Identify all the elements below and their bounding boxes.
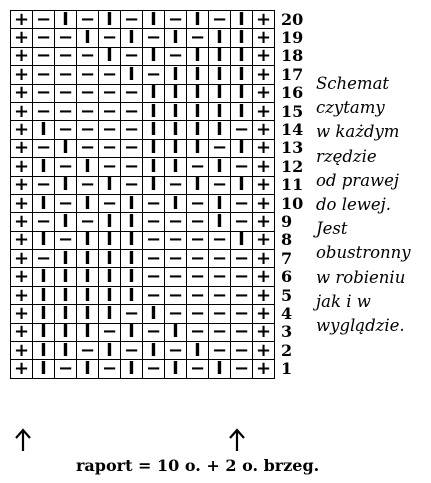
chart-row [11,47,316,65]
chart-row [11,231,316,249]
stitch-cell: I [77,360,99,378]
stitch-cell: + [253,84,275,102]
stitch-cell: − [121,84,143,102]
note-line: czytamy [316,98,385,118]
stitch-cell: + [11,121,33,139]
stitch-cell: I [187,84,209,102]
chart-row [11,323,316,341]
stitch-cell: + [11,342,33,360]
stitch-cell: I [187,121,209,139]
stitch-cell: I [55,11,77,29]
stitch-cell: I [55,213,77,231]
stitch-cell: − [231,305,253,323]
stitch-cell: − [55,194,77,212]
stitch-cell: − [143,250,165,268]
stitch-cell: I [187,139,209,157]
stitch-cell: I [33,286,55,304]
stitch-cell: + [11,176,33,194]
stitch-cell: I [55,176,77,194]
stitch-cell: − [77,342,99,360]
stitch-cell: − [187,305,209,323]
stitch-cell: + [253,250,275,268]
row-number: 7 [281,248,293,268]
stitch-cell: − [165,176,187,194]
stitch-cell: + [253,47,275,65]
stitch-cell: − [99,66,121,84]
stitch-cell: − [55,47,77,65]
stitch-cell: I [187,342,209,360]
stitch-cell: I [143,158,165,176]
stitch-cell: − [165,268,187,286]
stitch-cell: I [99,47,121,65]
stitch-cell: I [209,194,231,212]
stitch-cell: − [55,66,77,84]
stitch-cell: I [165,102,187,120]
chart-reading-note [316,72,428,338]
stitch-cell: I [231,231,253,249]
stitch-cell: − [99,323,121,341]
stitch-cell: I [143,102,165,120]
stitch-cell: − [33,250,55,268]
stitch-cell: I [77,158,99,176]
stitch-cell: + [11,11,33,29]
stitch-cell: + [253,11,275,29]
stitch-cell: − [55,121,77,139]
stitch-cell: − [99,102,121,120]
stitch-cell: − [231,360,253,378]
stitch-cell: + [253,342,275,360]
row-number: 9 [281,211,293,231]
stitch-cell: − [121,121,143,139]
row-number: 17 [281,64,304,84]
stitch-cell: I [121,66,143,84]
row-number: 13 [281,138,304,158]
stitch-cell: I [121,268,143,286]
stitch-cell: I [143,342,165,360]
stitch-cell: + [253,194,275,212]
stitch-cell: I [187,47,209,65]
stitch-cell: − [231,213,253,231]
stitch-cell: − [231,268,253,286]
stitch-cell: − [33,84,55,102]
stitch-cell: − [209,342,231,360]
stitch-cell: I [187,66,209,84]
stitch-cell: − [55,231,77,249]
stitch-cell: − [231,158,253,176]
stitch-cell: − [143,66,165,84]
stitch-cell: − [121,47,143,65]
stitch-cell: − [99,158,121,176]
stitch-cell: + [253,102,275,120]
stitch-cell: − [99,84,121,102]
row-number: 19 [281,28,304,48]
stitch-cell: − [187,158,209,176]
stitch-cell: − [33,139,55,157]
row-number: 16 [281,83,304,103]
row-number: 11 [281,175,304,195]
chart-row [11,176,316,194]
stitch-cell: − [143,268,165,286]
stitch-cell: + [11,194,33,212]
stitch-cell: − [77,176,99,194]
stitch-cell: − [55,158,77,176]
stitch-cell: − [121,11,143,29]
stitch-cell: − [55,102,77,120]
stitch-cell: + [11,213,33,231]
stitch-cell: − [77,11,99,29]
stitch-cell: − [55,84,77,102]
stitch-cell: − [187,286,209,304]
stitch-cell: I [99,11,121,29]
stitch-cell: I [231,139,253,157]
stitch-cell: I [187,11,209,29]
stitch-cell: − [33,213,55,231]
chart-row [11,139,316,157]
stitch-cell: I [55,139,77,157]
stitch-cell: − [33,66,55,84]
chart-row [11,286,316,304]
stitch-cell: + [253,268,275,286]
row-number: 6 [281,267,293,287]
stitch-cell: I [99,305,121,323]
stitch-cell: − [121,342,143,360]
stitch-cell: I [209,360,231,378]
stitch-cell: − [143,231,165,249]
stitch-cell: I [231,29,253,47]
stitch-cell: − [77,84,99,102]
stitch-cell: + [11,158,33,176]
note-line: jak i w [316,291,371,311]
stitch-cell: − [187,194,209,212]
stitch-cell: I [231,11,253,29]
stitch-cell: + [11,66,33,84]
stitch-cell: − [143,360,165,378]
stitch-cell: I [77,323,99,341]
stitch-cell: I [77,268,99,286]
stitch-cell: I [143,11,165,29]
stitch-cell: I [165,323,187,341]
stitch-cell: I [99,231,121,249]
stitch-cell: I [121,29,143,47]
row-number: 4 [281,303,293,323]
stitch-cell: − [99,139,121,157]
stitch-cell: + [253,158,275,176]
stitch-cell: I [143,84,165,102]
stitch-cell: − [33,47,55,65]
stitch-cell: − [209,176,231,194]
chart-row [11,360,316,378]
stitch-cell: − [55,360,77,378]
stitch-cell: − [99,194,121,212]
stitch-cell: I [77,286,99,304]
stitch-cell: + [253,29,275,47]
row-number: 15 [281,101,304,121]
row-number: 10 [281,193,304,213]
stitch-cell: − [231,121,253,139]
row-number: 2 [281,340,293,360]
stitch-cell: − [99,121,121,139]
stitch-cell: I [77,29,99,47]
stitch-cell: − [209,139,231,157]
stitch-cell: I [99,286,121,304]
stitch-cell: + [253,139,275,157]
note-line: w robieniu [316,267,406,287]
stitch-cell: − [143,29,165,47]
repeat-start-arrow-icon [13,428,33,452]
stitch-cell: I [121,286,143,304]
stitch-cell: I [121,231,143,249]
stitch-cell: − [77,139,99,157]
stitch-cell: − [209,268,231,286]
stitch-cell: − [99,29,121,47]
stitch-cell: − [143,323,165,341]
stitch-cell: − [209,305,231,323]
stitch-cell: I [55,286,77,304]
stitch-cell: I [33,305,55,323]
stitch-cell: − [231,194,253,212]
stitch-cell: − [209,286,231,304]
stitch-cell: − [143,286,165,304]
stitch-cell: I [55,268,77,286]
stitch-cell: I [143,47,165,65]
stitch-cell: − [209,323,231,341]
stitch-cell: − [121,102,143,120]
stitch-cell: I [143,139,165,157]
row-number: 3 [281,322,293,342]
stitch-cell: I [33,121,55,139]
stitch-cell: − [77,66,99,84]
stitch-cell: − [165,286,187,304]
stitch-cell: − [165,213,187,231]
note-line: Schemat [316,74,390,93]
stitch-cell: − [231,342,253,360]
stitch-cell: I [209,213,231,231]
stitch-cell: + [11,250,33,268]
stitch-cell: I [121,213,143,231]
stitch-cell: I [209,121,231,139]
stitch-cell: I [209,47,231,65]
stitch-cell: + [253,66,275,84]
stitch-cell: − [187,250,209,268]
stitch-cell: + [253,323,275,341]
stitch-cell: − [33,176,55,194]
stitch-cell: I [33,342,55,360]
stitch-cell: I [143,176,165,194]
note-line: do lewej. [316,195,392,215]
stitch-cell: − [165,250,187,268]
stitch-cell: − [231,323,253,341]
stitch-cell: I [165,29,187,47]
stitch-cell: − [187,29,209,47]
stitch-cell: I [77,231,99,249]
stitch-cell: I [209,102,231,120]
stitch-cell: − [121,305,143,323]
repeat-end-arrow-icon [227,428,247,452]
row-number: 5 [281,285,293,305]
stitch-cell: − [33,102,55,120]
stitch-cell: I [55,250,77,268]
stitch-cell: I [77,194,99,212]
stitch-cell: − [165,231,187,249]
chart-row [11,268,316,286]
stitch-cell: − [187,231,209,249]
stitch-cell: − [121,176,143,194]
stitch-cell: − [55,29,77,47]
stitch-cell: I [165,360,187,378]
stitch-cell: I [77,305,99,323]
stitch-cell: + [253,231,275,249]
stitch-cell: − [121,139,143,157]
note-line: od prawej [316,170,400,190]
stitch-cell: − [209,250,231,268]
stitch-cell: I [209,158,231,176]
stitch-cell: I [99,176,121,194]
stitch-cell: I [165,121,187,139]
stitch-cell: + [11,286,33,304]
stitch-cell: + [11,102,33,120]
stitch-cell: + [11,47,33,65]
stitch-cell: I [99,213,121,231]
stitch-cell: I [209,29,231,47]
stitch-cell: + [11,323,33,341]
stitch-cell: − [99,360,121,378]
stitch-cell: I [121,194,143,212]
stitch-cell: − [165,11,187,29]
stitch-cell: I [231,66,253,84]
stitch-cell: I [165,66,187,84]
stitch-cell: − [231,286,253,304]
stitch-cell: − [143,194,165,212]
stitch-cell: I [33,194,55,212]
stitch-cell: I [165,139,187,157]
stitch-cell: I [99,250,121,268]
stitch-cell: + [11,268,33,286]
row-number: 20 [281,9,304,29]
stitch-cell: + [11,29,33,47]
stitch-cell: I [33,231,55,249]
stitch-cell: + [11,360,33,378]
note-line: wyglądzie. [316,316,405,336]
stitch-cell: + [253,121,275,139]
stitch-cell: I [33,360,55,378]
stitch-cell: I [143,305,165,323]
stitch-cell: + [253,360,275,378]
stitch-cell: − [165,47,187,65]
stitch-cell: − [77,47,99,65]
stitch-cell: − [77,213,99,231]
stitch-cell: I [231,102,253,120]
stitch-cell: − [77,102,99,120]
stitch-cell: − [143,213,165,231]
note-line: rzędzie [316,146,377,166]
stitch-cell: − [165,305,187,323]
knitting-chart-grid [10,10,316,379]
stitch-cell: − [187,213,209,231]
stitch-cell: I [165,194,187,212]
stitch-cell: + [253,213,275,231]
stitch-cell: I [231,47,253,65]
stitch-cell: I [231,84,253,102]
stitch-cell: + [11,139,33,157]
stitch-cell: − [187,360,209,378]
stitch-cell: − [187,323,209,341]
stitch-cell: I [33,323,55,341]
stitch-cell: I [55,342,77,360]
stitch-cell: + [11,305,33,323]
stitch-cell: − [209,231,231,249]
stitch-cell: − [209,11,231,29]
stitch-cell: + [11,231,33,249]
stitch-cell: − [33,11,55,29]
row-number: 12 [281,156,304,176]
stitch-cell: − [77,121,99,139]
note-line: Jest [316,219,348,239]
stitch-cell: − [33,29,55,47]
stitch-cell: I [33,158,55,176]
note-line: w każdym [316,122,400,142]
stitch-cell: I [99,268,121,286]
stitch-cell: + [253,305,275,323]
stitch-cell: I [209,84,231,102]
stitch-cell: I [143,121,165,139]
row-number: 14 [281,120,304,140]
stitch-cell: + [11,84,33,102]
stitch-cell: − [231,250,253,268]
row-number: 1 [281,359,293,379]
stitch-cell: I [231,176,253,194]
stitch-cell: I [209,66,231,84]
stitch-cell: I [55,305,77,323]
stitch-cell: I [55,323,77,341]
row-number: 8 [281,230,293,250]
stitch-cell: I [121,360,143,378]
chart-row [11,84,316,102]
stitch-cell: I [187,102,209,120]
stitch-cell: I [77,250,99,268]
stitch-cell: − [165,342,187,360]
stitch-cell: I [187,176,209,194]
row-number: 18 [281,46,304,66]
note-line: obustronny [316,243,411,263]
stitch-cell: I [121,323,143,341]
stitch-cell: I [165,84,187,102]
repeat-caption: raport = 10 o. + 2 o. brzeg. [76,456,320,475]
stitch-cell: + [253,176,275,194]
stitch-cell: I [99,342,121,360]
stitch-cell: I [121,250,143,268]
stitch-cell: − [121,158,143,176]
stitch-cell: I [33,268,55,286]
stitch-cell: − [187,268,209,286]
stitch-cell: I [165,158,187,176]
stitch-cell: + [253,286,275,304]
